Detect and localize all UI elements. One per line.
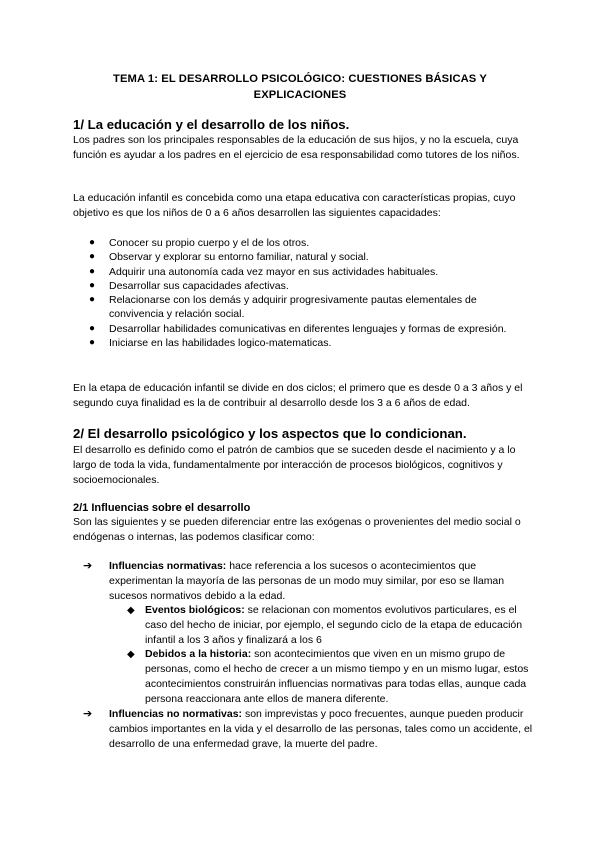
list-item: ● Iniciarse en las habilidades logico-matematicas. (89, 337, 332, 350)
bullet-icon: ● (89, 322, 96, 334)
normative-label: Influencias normativas: (109, 560, 227, 572)
capabilities-list (73, 236, 533, 350)
section-2-heading: 2/ El desarrollo psicológico y los aspectos que lo condicionan. (73, 426, 467, 441)
history-text: son acontecimientos que viven en un mismo grupo de personas, como el hecho de crecer a un mismo tiempo y en un mismo lugar, estos acontecimientos construirán influencias normativas para todas ellas, aunque cada persona reaccionara ante ellos de manera diferente. (145, 648, 529, 705)
section-1-paragraph-2: La educación infantil es concebida como una etapa educativa con características propias, cuyo objetivo es que los niños de 0 a 6 años desarrollen las siguientes capacidades: (73, 192, 516, 219)
section-1-paragraph-3: En la etapa de educación infantil se divide en dos ciclos; el primero que es desde 0 a 3 años y el segundo cuya finalidad es la de contribuir al desarrollo desde los 3 a 6 años de edad. (73, 382, 523, 409)
list-item: ● Adquirir una autonomía cada vez mayor en sus actividades habituales. (89, 265, 439, 278)
biological-text: se relacionan con momentos evolutivos particulares, es el caso del hecho de iniciar, por ejemplo, el segundo ciclo de la etapa de educación infantil a los 3 años y finalizará a los 6 (145, 604, 523, 646)
bullet-icon: ● (89, 265, 96, 277)
subsection-2-1-heading: 2/1 Influencias sobre el desarrollo (73, 502, 251, 514)
biological-label: Eventos biológicos: (145, 604, 245, 616)
subsection-2-1-paragraph: Son las siguientes y se pueden diferenciar entre las exógenas o provenientes del medio social o endógenas o internas, las podemos clasificar como: (73, 516, 521, 543)
bullet-icon: ● (89, 337, 96, 349)
list-item: ● Desarrollar sus capacidades afectivas. (89, 279, 289, 292)
document-title: TEMA 1: EL DESARROLLO PSICOLÓGICO: CUESTIONES BÁSICAS Y EXPLICACIONES (113, 73, 487, 101)
bullet-icon: ● (89, 237, 96, 248)
non-normative-text: son imprevistas y poco frecuentes, aunque pueden producir cambios importantes en la vida y el desarrollo de las personas, tales como un accidente, el desarrollo de una enfermedad grave, la muerte del padre. (109, 708, 533, 750)
list-item: ● Desarrollar habilidades comunicativas en diferentes lenguajes y formas de expresión. (89, 322, 507, 335)
bullet-icon: ● (89, 251, 96, 263)
history-label: Debidos a la historia: (145, 648, 252, 660)
bullet-icon: ● (89, 294, 96, 306)
arrow-right-icon: ➔ (83, 560, 93, 572)
list-item: ● Conocer su propio cuerpo y el de los otros. (89, 237, 310, 249)
section-1-heading: 1/ La educación y el desarrollo de los niños. (73, 117, 350, 132)
biological-events-item (109, 603, 529, 648)
bullet-icon: ● (89, 279, 96, 291)
section-2-paragraph-1: El desarrollo es definido como el patrón de cambios que se suceden desde el nacimiento y a lo largo de toda la vida, fundamentalmente por interacción de procesos biológicos, cognitivos y socioemocionales. (73, 444, 516, 486)
section-1-paragraph-1: Los padres son los principales responsables de la educación de sus hijos, y no la escuela, cuya función es ayudar a los padres en el ejercicio de esa responsabilidad como tutores de los niños. (73, 134, 520, 161)
diamond-icon: ◆ (127, 605, 135, 616)
history-item (109, 647, 529, 707)
normative-influences-item (73, 559, 533, 604)
diamond-icon: ◆ (127, 649, 135, 660)
non-normative-influences-item (73, 707, 533, 752)
normative-text: hace referencia a los sucesos o acontecimientos que experimentan la mayoría de las personas de un modo muy similar, por eso se llaman sucesos normativos debido a la edad. (109, 560, 505, 602)
non-normative-label: Influencias no normativas: (109, 708, 243, 720)
list-item: ● Relacionarse con los demás y adquirir progresivamente pautas elementales de convivencia y relación social. (89, 294, 477, 321)
list-item: ● Observar y explorar su entorno familiar, natural y social. (89, 251, 369, 264)
arrow-right-icon: ➔ (83, 708, 93, 720)
